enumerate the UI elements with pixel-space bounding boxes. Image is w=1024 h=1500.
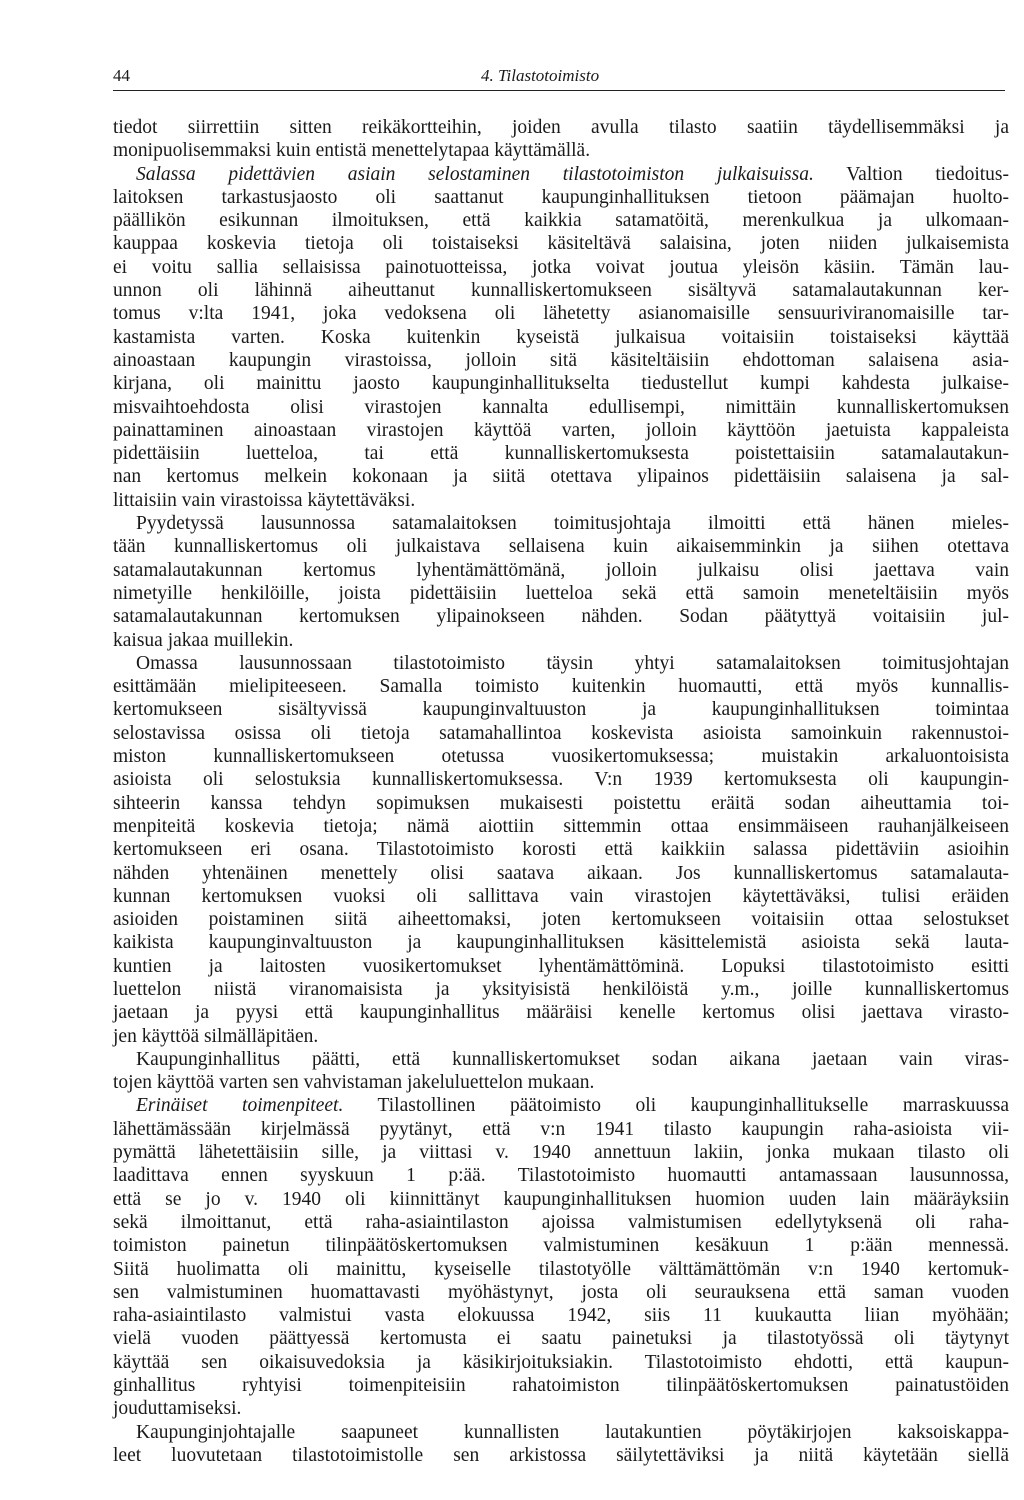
text-line xyxy=(113,605,1009,628)
line-text: laadittava ennen syyskuun 1 p:ää. Tilastotoimisto huomautti antamassaan lausunnossa, xyxy=(113,1165,1009,1187)
line-text: Kaupunginhallitus päätti, että kunnalliskertomukset sodan aikana jaetaan vain viras- xyxy=(136,1048,1009,1070)
text-line xyxy=(113,978,1009,1001)
text-line xyxy=(113,1258,1009,1281)
page-header xyxy=(113,62,1005,91)
line-text: sekä ilmoittanut, että raha-asiaintilaston ajoissa valmistumisen edellytyksenä oli raha- xyxy=(113,1211,1009,1233)
text-line xyxy=(113,931,1009,954)
text-line xyxy=(113,792,1009,815)
text-line xyxy=(113,582,1009,605)
text-line xyxy=(113,465,1009,488)
text-line xyxy=(113,1327,1009,1350)
text-line xyxy=(113,442,1009,465)
text-line xyxy=(113,1304,1009,1327)
text-line xyxy=(113,908,1009,931)
line-text: monipuolisemmaksi kuin entistä menettelytapaa käyttämällä. xyxy=(113,140,591,162)
line-text: Kaupunginjohtajalle saapuneet kunnallisten lautakuntien pöytäkirjojen kaksoiskappa- xyxy=(136,1421,1009,1443)
line-text: satamalautakunnan kertomuksen ylipainokseen nähden. Sodan päätyttyä voitaisiin jul- xyxy=(113,606,1009,628)
line-text: kastamista varten. Koska kuitenkin kyseistä julkaisua voitaisiin toistaiseksi käyttää xyxy=(113,326,1009,348)
text-line xyxy=(113,838,1009,861)
text-line xyxy=(113,1071,1009,1094)
text-line xyxy=(113,302,1009,325)
text-line xyxy=(113,1118,1009,1141)
line-text: menpiteitä koskevia tietoja; nämä aiottiin sittemmin ottaa ensimmäiseen rauhanjälkeiseen xyxy=(113,815,1009,837)
text-line xyxy=(113,955,1009,978)
line-text: leet luovutetaan tilastotoimistolle sen arkistossa säilytettäviksi ja niitä käytetään siellä xyxy=(113,1444,1009,1466)
line-text: kunnan kertomuksen vuoksi oli sallittava vain virastojen käytettäväksi, tulisi eräiden xyxy=(113,885,1009,907)
text-line xyxy=(113,1374,1009,1397)
line-text: pidettäisiin luetteloa, tai että kunnalliskertomuksesta poistettaisiin satamalautakun- xyxy=(113,443,1009,465)
text-line xyxy=(113,1094,1009,1117)
page-number: 44 xyxy=(113,66,130,85)
text-line xyxy=(113,326,1009,349)
line-text: Siitä huolimatta oli mainittu, kyseiselle tilastotyölle välttämättömän v:n 1940 kertomuk- xyxy=(113,1258,1009,1280)
text-line xyxy=(113,652,1009,675)
line-text: nan kertomus melkein kokonaan ja siitä otettava ylipainos pidettäisiin salaisena ja sal- xyxy=(113,466,1009,488)
line-text: ainoastaan kaupungin virastoissa, jolloin sitä käsiteltäisiin ehdottoman salaisena asia- xyxy=(113,349,1009,371)
text-line xyxy=(113,209,1009,232)
line-text: Omassa lausunnossaan tilastotoimisto täysin yhtyi satamalaitoksen toimitusjohtajan xyxy=(136,652,1009,674)
chapter-title: 4. Tilastotoimisto xyxy=(481,66,600,85)
line-text: ei voitu sallia sellaisissa painotuotteissa, jotka voivat joutua yleisön käsiin. Tämän lau- xyxy=(113,256,1009,278)
line-text: luettelon niistä viranomaisista ja yksityisistä henkilöistä y.m., joille kunnalliskertomus xyxy=(113,978,1009,1000)
line-text: jen käyttöä silmälläpitäen. xyxy=(113,1025,319,1047)
text-line xyxy=(113,139,1009,162)
line-text: Tilastollinen päätoimisto oli kaupunginhallitukselle marraskuussa xyxy=(343,1095,1009,1117)
line-text: tiedot siirrettiin sitten reikäkortteihin, joiden avulla tilasto saatiin täydellisemmäksi ja xyxy=(113,117,1009,138)
line-text: kirjana, oli mainittu jaosto kaupunginhallitukselta tiedustellut kumpi kahdesta julkaise- xyxy=(113,373,1009,395)
line-text: sen valmistuminen huomattavasti myöhästynyt, josta oli seurauksena että saman vuoden xyxy=(113,1281,1009,1303)
line-text: laitoksen tarkastusjaosto oli saattanut kaupunginhallituksen tietoon päämajan huolto- xyxy=(113,186,1009,208)
line-text: jaetaan ja pyysi että kaupunginhallitus määräisi kenelle kertomus olisi jaettava virasto- xyxy=(113,1002,1009,1024)
line-text: selostavissa osissa oli tietoja satamahallintoa koskevista asioista samoinkuin rakennustoi- xyxy=(113,722,1009,744)
line-text: kertomukseen sisältyvissä kaupunginvaltuuston ja kaupunginhallituksen toimintaa xyxy=(113,699,1009,721)
line-text: kaikista kaupunginvaltuuston ja kaupunginhallituksen käsittelemistä asioista sekä lauta- xyxy=(113,932,1009,954)
line-text: käyttää sen oikaisuvedoksia ja käsikirjoituksiakin. Tilastotoimisto ehdotti, että kaupun- xyxy=(113,1351,1009,1373)
text-line xyxy=(113,1211,1009,1234)
text-line xyxy=(113,372,1009,395)
section-heading: Erinäiset toimenpiteet. xyxy=(136,1095,344,1117)
text-line xyxy=(113,745,1009,768)
line-text: kuntien ja laitosten vuosikertomukset lyhentämättöminä. Lopuksi tilastotoimisto esitti xyxy=(113,955,1009,977)
text-line xyxy=(113,256,1009,279)
line-text: vielä vuoden päättyessä kertomusta ei saatu painetuksi ja tilastotyössä oli täytynyt xyxy=(113,1328,1009,1350)
line-text: tojen käyttöä varten sen vahvistaman jakeluluettelon mukaan. xyxy=(113,1072,595,1094)
line-text: satamalautakunnan kertomus lyhentämättömänä, jolloin julkaisu olisi jaettava vain xyxy=(113,559,1009,581)
text-line xyxy=(113,1351,1009,1374)
text-line xyxy=(113,1048,1009,1071)
text-line xyxy=(113,1001,1009,1024)
line-text: Valtion tiedoitus- xyxy=(813,163,1009,185)
line-text: kertomukseen eri osana. Tilastotoimisto korosti että kaikkiin salassa pidettäviin asioihin xyxy=(113,839,1009,861)
text-line xyxy=(113,1234,1009,1257)
text-line xyxy=(113,186,1009,209)
line-text: sihteerin kanssa tehdyn sopimuksen mukaisesti poistettu eräitä sodan aiheuttamia toi- xyxy=(113,792,1009,814)
text-line xyxy=(113,419,1009,442)
line-text: kaisua jakaa muillekin. xyxy=(113,629,294,651)
text-line xyxy=(113,1444,1009,1467)
text-line xyxy=(113,1421,1009,1444)
text-line xyxy=(113,489,1009,512)
line-text: ginhallitus ryhtyisi toimenpiteisiin rahatoimiston tilinpäätöskertomuksen painatustöiden xyxy=(113,1375,1009,1397)
line-text: jouduttamiseksi. xyxy=(113,1398,242,1420)
body-text xyxy=(113,116,1009,1467)
text-line xyxy=(113,1397,1009,1420)
line-text: että se jo v. 1940 oli kiinnittänyt kaupunginhallituksen huomion uuden lain määräyksiin xyxy=(113,1188,1009,1210)
line-text: miston kunnalliskertomukseen otetussa vuosikertomuksessa; muistakin arkaluontoisista xyxy=(113,746,1009,768)
text-line xyxy=(113,559,1009,582)
text-line xyxy=(113,1164,1009,1187)
line-text: misvaihtoehdosta olisi virastojen kannalta edullisempi, nimittäin kunnalliskertomuksen xyxy=(113,396,1009,418)
section-heading: Salassa pidettävien asiain selostaminen tilastotoimiston julkaisuissa. xyxy=(136,163,814,185)
text-line xyxy=(113,396,1009,419)
line-text: tään kunnalliskertomus oli julkaistava sellaisena kuin aikaisemminkin ja siihen otettava xyxy=(113,536,1009,558)
text-line xyxy=(113,232,1009,255)
text-line xyxy=(113,675,1009,698)
line-text: littaisiin vain virastoissa käytettäväksi. xyxy=(113,489,416,511)
line-text: toimiston painetun tilinpäätöskertomuksen valmistuminen kesäkuun 1 p:ään mennessä. xyxy=(113,1235,1009,1257)
line-text: unnon oli lähinnä aiheuttanut kunnalliskertomukseen sisältyvä satamalautakunnan ker- xyxy=(113,280,1009,302)
text-line xyxy=(113,116,1009,139)
line-text: raha-asiaintilasto valmistui vasta elokuussa 1942, siis 11 kuukautta liian myöhään; xyxy=(113,1305,1009,1327)
text-line xyxy=(113,629,1009,652)
line-text: esittämään mielipiteeseen. Samalla toimisto kuitenkin huomautti, että myös kunnallis- xyxy=(113,676,1009,698)
text-line xyxy=(113,768,1009,791)
text-line xyxy=(113,163,1009,186)
text-line xyxy=(113,1025,1009,1048)
line-text: nähden yhtenäinen menettely olisi saatava aikaan. Jos kunnalliskertomus satamalauta- xyxy=(113,862,1009,884)
text-line xyxy=(113,535,1009,558)
text-line xyxy=(113,279,1009,302)
line-text: kauppaa koskevia tietoja oli toistaiseksi käsiteltävä salaisina, joten niiden julkaisemista xyxy=(113,233,1009,255)
text-line xyxy=(113,1141,1009,1164)
line-text: nimetyille henkilöille, joista pidettäisiin luetteloa sekä että samoin meneteltäisiin myös xyxy=(113,582,1009,604)
line-text: asioiden poistaminen siitä aiheettomaksi, joten kertomukseen voitaisiin ottaa selostukset xyxy=(113,909,1009,931)
text-line xyxy=(113,1188,1009,1211)
line-text: lähettämässään kirjelmässä pyytänyt, että v:n 1941 tilasto kaupungin raha-asioista vii- xyxy=(113,1118,1009,1140)
text-line xyxy=(113,885,1009,908)
text-line xyxy=(113,349,1009,372)
line-text: tomus v:lta 1941, joka vedoksena oli lähetetty asianomaisille sensuuriviranomaisille tar- xyxy=(113,303,1009,325)
line-text: painattaminen ainoastaan virastojen käyttöä varten, jolloin käyttöön jaetuista kappaleista xyxy=(113,419,1009,441)
line-text: asioista oli selostuksia kunnalliskertomuksessa. V:n 1939 kertomuksesta oli kaupungin- xyxy=(113,769,1009,791)
text-line xyxy=(113,1281,1009,1304)
text-line xyxy=(113,698,1009,721)
text-line xyxy=(113,722,1009,745)
text-line xyxy=(113,512,1009,535)
text-line xyxy=(113,862,1009,885)
line-text: päällikön esikunnan ilmoituksen, että kaikkia satamatöitä, merenkulkua ja ulkomaan- xyxy=(113,210,1009,232)
line-text: pymättä lähetettäisiin sille, ja viittasi v. 1940 annettuun lakiin, jonka mukaan tilasto oli xyxy=(113,1142,1009,1164)
text-line xyxy=(113,815,1009,838)
line-text: Pyydetyssä lausunnossa satamalaitoksen toimitusjohtaja ilmoitti että hänen mieles- xyxy=(136,513,1009,535)
